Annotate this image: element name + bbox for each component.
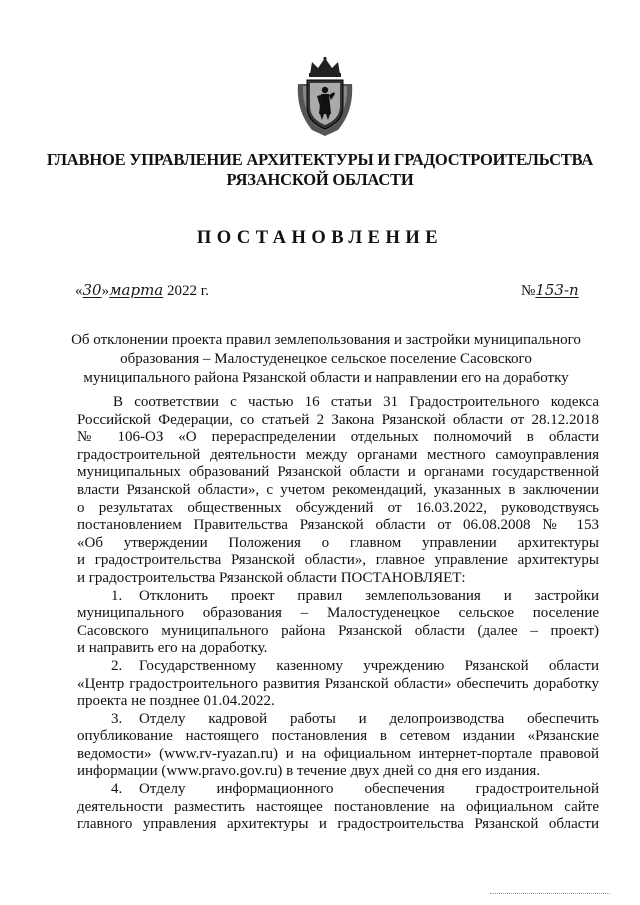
subject-line: образования – Малостуденецкое сельское поселение Сасовского xyxy=(120,351,532,367)
body-line: Сасовского муниципального района Рязанской области (далее – проект) xyxy=(77,622,599,639)
date-year: 2022 г. xyxy=(167,283,209,299)
number-prefix: № xyxy=(521,283,536,299)
document-subject xyxy=(60,331,592,388)
clause-number: 1. xyxy=(111,587,123,604)
date-month: марта xyxy=(109,281,164,299)
date-day: 30 xyxy=(82,281,102,299)
clause-first-line: Отделу информационного обеспечения градостроительной xyxy=(139,781,599,798)
number-value: 153-п xyxy=(535,281,579,299)
clause-first-line: Государственному казенному учреждению Рязанской области xyxy=(139,657,599,674)
body-line: о результатах общественных обсуждений от 16.03.2022, руководствуясь xyxy=(77,499,599,516)
body-line: и градостроительства Рязанской области», главное управление архитектуры xyxy=(77,552,599,569)
body-line: власти Рязанской области», с учетом рекомендаций, указанных в заключении xyxy=(77,481,599,498)
subject-line: Об отклонении проекта правил землепользования и застройки муниципального xyxy=(71,332,581,348)
clause-first-line: Отклонить проект правил землепользования и застройки xyxy=(139,587,599,604)
date-open-quote: « xyxy=(75,283,83,299)
body-line: постановлением Правительства Рязанской области от 06.08.2008 № 153 xyxy=(77,517,599,534)
clause-number: 2. xyxy=(111,657,123,674)
body-line: № 106-ОЗ «О перераспределении отдельных полномочий в области xyxy=(77,429,599,446)
body-line: деятельности разместить настоящее постановление на официальном сайте xyxy=(77,798,599,815)
document-number xyxy=(521,281,579,300)
body-line: и градостроительства Рязанской области ПОСТАНОВЛЯЕТ: xyxy=(77,569,466,586)
clause-item-4 xyxy=(77,781,599,799)
clause-item-2 xyxy=(77,658,599,676)
document-date xyxy=(75,281,209,300)
body-line: главного управления архитектуры и градостроительства Рязанской области xyxy=(77,816,599,833)
body-line: опубликование настоящего постановления в сетевом издании «Рязанские xyxy=(77,728,599,745)
body-line: муниципальных образований Рязанской области и органами государственной xyxy=(77,464,599,481)
clause-item-3 xyxy=(77,711,599,729)
body-line: Российской Федерации, со статьей 2 Закона Рязанской области от 28.12.2018 xyxy=(77,411,599,428)
body-line: «Об утверждении Положения о главном управлении архитектуры xyxy=(77,534,599,551)
body-line: муниципального образования – Малостуденецкое сельское поселение xyxy=(77,605,599,622)
body-line: В соответствии с частью 16 статьи 31 Градостроительного кодекса xyxy=(113,394,599,410)
coat-of-arms-icon xyxy=(294,56,356,138)
body-line: проекта не позднее 01.04.2022. xyxy=(77,693,275,710)
document-body xyxy=(77,394,599,834)
body-line: ведомости» (www.rv-ryazan.ru) и на официальном интернет-портале правовой xyxy=(77,745,599,762)
body-line: информации (www.pravo.gov.ru) в течение двух дней со дня его издания. xyxy=(77,763,541,780)
clause-number: 3. xyxy=(111,710,123,727)
body-line: и направить его на доработку. xyxy=(77,640,268,657)
body-line: градостроительной деятельности между органами местного самоуправления xyxy=(77,446,599,463)
clause-item-1 xyxy=(77,588,599,606)
body-line: «Центр градостроительного развития Рязанской области» обеспечить доработку xyxy=(77,675,599,692)
clause-first-line: Отделу кадровой работы и делопроизводства обеспечить xyxy=(139,710,599,727)
date-close-quote: » xyxy=(101,283,110,299)
page-edge-divider xyxy=(490,893,610,894)
subject-line: муниципального района Рязанской области и направлении его на доработку xyxy=(83,370,569,386)
document-type-title: ПОСТАНОВЛЕНИЕ xyxy=(196,228,444,248)
org-name-line1: ГЛАВНОЕ УПРАВЛЕНИЕ АРХИТЕКТУРЫ И ГРАДОСТРОИТЕЛЬСТВА xyxy=(46,150,594,169)
org-name-line2: РЯЗАНСКОЙ ОБЛАСТИ xyxy=(226,170,414,189)
clause-number: 4. xyxy=(111,781,123,798)
